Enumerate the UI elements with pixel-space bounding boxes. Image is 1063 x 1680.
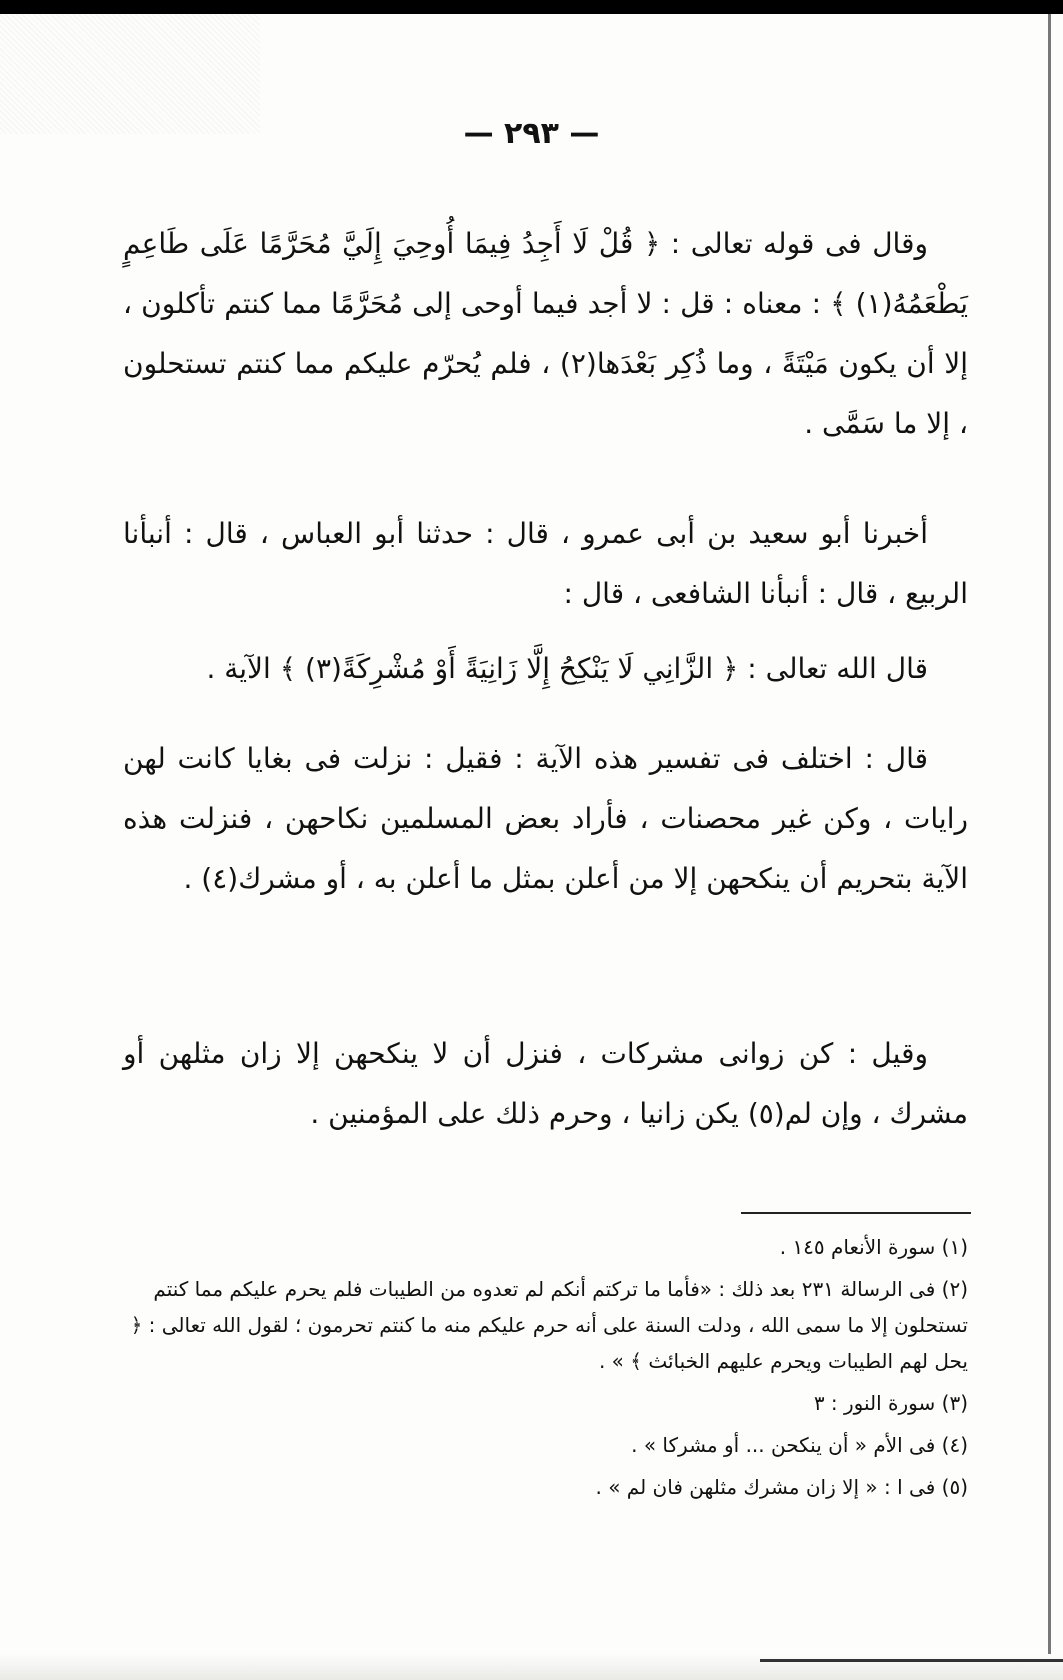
paragraph-isnad-chain: أخبرنا أبو سعيد بن أبى عمرو ، قال : حدثنا أبو العباس ، قال : أنبأنا الربيع ، قال : أنبأنا الشافعى ، قال : xyxy=(123,517,968,610)
scan-bottom-line xyxy=(760,1659,1063,1662)
book-page xyxy=(0,14,1063,1666)
scan-bottom-shadow xyxy=(0,1654,1063,1680)
footnotes-list xyxy=(123,1229,968,1511)
page-edge-line xyxy=(1048,14,1051,1666)
paragraph-quran-quote: قال الله تعالى : ﴿ الزَّانِي لَا يَنْكِحُ إِلَّا زَانِيَةً أَوْ مُشْرِكَةً(٣) ﴾ الآية . xyxy=(206,652,928,685)
paragraph-quran-verse-meaning: وقال فى قوله تعالى : ﴿ قُلْ لَا أَجِدُ فِيمَا أُوحِيَ إِلَيَّ مُحَرَّمًا عَلَى طَاعِمٍ يَطْعَمُهُ(١) ﴾ : معناه : قل : لا أجد فيما أوحى إلى مُحَرَّمًا مما كنتم تأكلون ، إلا أن يكون مَيْتَةً ، وما ذُكِر بَعْدَها(٢) ، فلم يُحرّم عليكم مما كنتم تستحلون ، إلا ما سَمَّى . xyxy=(123,227,968,440)
footnote-item: (١) سورة الأنعام ١٤٥ . xyxy=(779,1235,968,1259)
footnote-item: (٤) فى الأم « أن ينكحن ... أو مشركا » . xyxy=(631,1433,968,1457)
footnote-separator xyxy=(741,1212,971,1214)
footnote-item: (٢) فى الرسالة ٢٣١ بعد ذلك : «فأما ما تركتم أنكم لم تعدوه من الطيبات فلم يحرم عليكم مما كنتم تستحلون إلا ما سمى الله ، ودلت السنة على أنه حرم عليكم منه ما كنتم تحرمون ؛ لقول الله تعالى : ﴿ يحل لهم الطيبات ويحرم عليهم الخبائث ﴾ » . xyxy=(130,1277,968,1373)
page-number: — ٢٩٣ — xyxy=(463,116,600,151)
scan-top-border xyxy=(0,0,1063,14)
footnote-item: (٥) فى ا : « إلا زان مشرك مثلهن فان لم » . xyxy=(595,1475,968,1499)
paragraph-tafsir-first-opinion: قال : اختلف فى تفسير هذه الآية : فقيل : نزلت فى بغايا كانت لهن رايات ، وكن غير محصنات ، فأراد بعض المسلمين نكاحهن ، فنزلت هذه الآية بتحريم أن ينكحهن إلا من أعلن بمثل ما أعلن به ، أو مشرك(٤) . xyxy=(123,742,968,895)
footnote-item: (٣) سورة النور : ٣ xyxy=(813,1391,968,1415)
paragraph-tafsir-second-opinion: وقيل : كن زوانى مشركات ، فنزل أن لا ينكحهن إلا زان مثلهن أو مشرك ، وإن لم(٥) يكن زانيا ، وحرم ذلك على المؤمنين . xyxy=(123,1037,968,1130)
